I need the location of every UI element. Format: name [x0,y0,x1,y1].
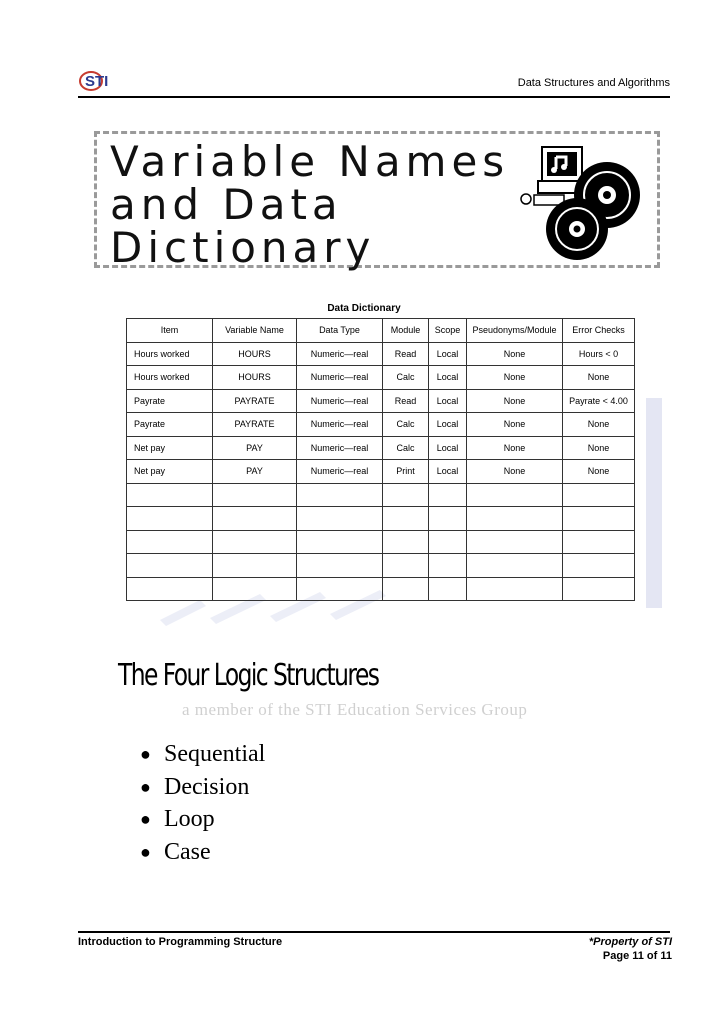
table-row [127,530,635,554]
table-cell: Numeric—real [297,366,383,390]
table-cell: Net pay [127,460,213,484]
table-caption: Data Dictionary [327,303,401,314]
section-title [110,137,540,272]
table-row [127,389,635,413]
table-cell: Payrate [127,389,213,413]
table-cell: None [563,413,635,437]
title-line-2: and Data [110,180,343,229]
table-cell: None [467,460,563,484]
list-item [140,738,265,771]
table-cell [213,507,297,531]
column-header: Pseudonyms/Module [467,319,563,343]
table-cell [429,507,467,531]
table-row [127,366,635,390]
table-cell: None [563,436,635,460]
list-item [140,803,265,836]
table-cell [467,577,563,601]
table-cell [213,554,297,578]
table-cell: Payrate < 4.00 [563,389,635,413]
table-cell: Numeric—real [297,342,383,366]
table-cell [467,483,563,507]
column-header: Data Type [297,319,383,343]
table-cell: HOURS [213,366,297,390]
table-cell: None [467,389,563,413]
footer-page-number: Page 11 of 11 [602,950,672,962]
logo-text: STI [85,73,109,90]
title-line-1: Variable Names [110,137,510,186]
table-cell [383,507,429,531]
title-line-3: Dictionary [110,223,376,272]
column-header: Module [383,319,429,343]
table-cell [297,554,383,578]
table-cell [213,577,297,601]
logic-list [140,738,265,868]
table-row [127,507,635,531]
table-cell: Numeric—real [297,413,383,437]
footer-course-title: Introduction to Programming Structure [78,936,283,948]
table-cell [383,483,429,507]
table-cell [467,507,563,531]
table-cell: Local [429,342,467,366]
list-item-label: Sequential [164,741,266,767]
footer-divider [78,931,670,933]
table-cell [429,577,467,601]
table-cell [127,483,213,507]
table-cell [467,554,563,578]
column-header: Error Checks [563,319,635,343]
watermark-text: a member of the STI Education Services Group [182,700,528,719]
table-cell: Calc [383,413,429,437]
column-header: Item [127,319,213,343]
table-cell: HOURS [213,342,297,366]
table-cell [383,530,429,554]
table-cell: Numeric—real [297,389,383,413]
table-cell: Net pay [127,436,213,460]
table-cell [127,554,213,578]
table-cell: Local [429,460,467,484]
table-header-row [127,319,635,343]
table-cell: Local [429,413,467,437]
table-cell: None [467,413,563,437]
table-row [127,436,635,460]
table-cell: Print [383,460,429,484]
list-item-label: Loop [164,806,215,832]
table-row [127,554,635,578]
table-cell [429,483,467,507]
table-cell: Payrate [127,413,213,437]
column-header: Scope [429,319,467,343]
list-item [140,771,265,804]
table-cell: Hours < 0 [563,342,635,366]
table-cell [213,530,297,554]
footer-property: *Property of STI [588,936,672,948]
table-cell: Hours worked [127,342,213,366]
table-cell: Calc [383,436,429,460]
table-cell [127,530,213,554]
table-cell [383,554,429,578]
table-cell [429,554,467,578]
table-cell [297,530,383,554]
logic-heading: The Four Logic Structures [118,658,379,693]
table-cell [127,507,213,531]
table-body [127,342,635,601]
table-cell: PAY [213,460,297,484]
list-item-label: Decision [164,773,250,800]
table-cell: PAY [213,436,297,460]
table-cell: None [467,436,563,460]
table-cell [563,507,635,531]
bullet-icon: ● [140,841,151,862]
table-cell: PAYRATE [213,413,297,437]
bullet-icon: ● [140,809,151,829]
watermark-bar [646,398,662,608]
table-cell [563,483,635,507]
table-cell: None [563,366,635,390]
table-row [127,460,635,484]
table-row [127,342,635,366]
column-header: Variable Name [213,319,297,343]
table-cell: Local [429,366,467,390]
table-cell [383,577,429,601]
table-cell: Read [383,342,429,366]
table-cell: PAYRATE [213,389,297,413]
table-cell: None [467,366,563,390]
table-cell [297,507,383,531]
table-cell [297,577,383,601]
table-row [127,577,635,601]
table-cell [297,483,383,507]
sti-logo [78,68,122,94]
data-dictionary-table [126,318,635,601]
table-cell: None [467,342,563,366]
table-row [127,483,635,507]
table-cell: None [563,460,635,484]
table-row [127,413,635,437]
table-cell [563,577,635,601]
table-cell: Local [429,436,467,460]
table-cell [213,483,297,507]
table-cell: Local [429,389,467,413]
table-cell: Numeric—real [297,436,383,460]
bullet-icon: ● [140,776,151,797]
table-cell [429,530,467,554]
table-cell [127,577,213,601]
table-cell: Hours worked [127,366,213,390]
table-cell: Numeric—real [297,460,383,484]
computer-cd-clipart-icon [512,143,644,261]
bullet-icon: ● [140,744,151,764]
list-item [140,836,265,869]
table-cell [467,530,563,554]
list-item-label: Case [164,838,211,865]
table-cell: Read [383,389,429,413]
header-title: Data Structures and Algorithms [517,77,670,89]
table-cell [563,554,635,578]
header-divider [78,96,670,98]
table-cell: Calc [383,366,429,390]
table-cell [563,530,635,554]
